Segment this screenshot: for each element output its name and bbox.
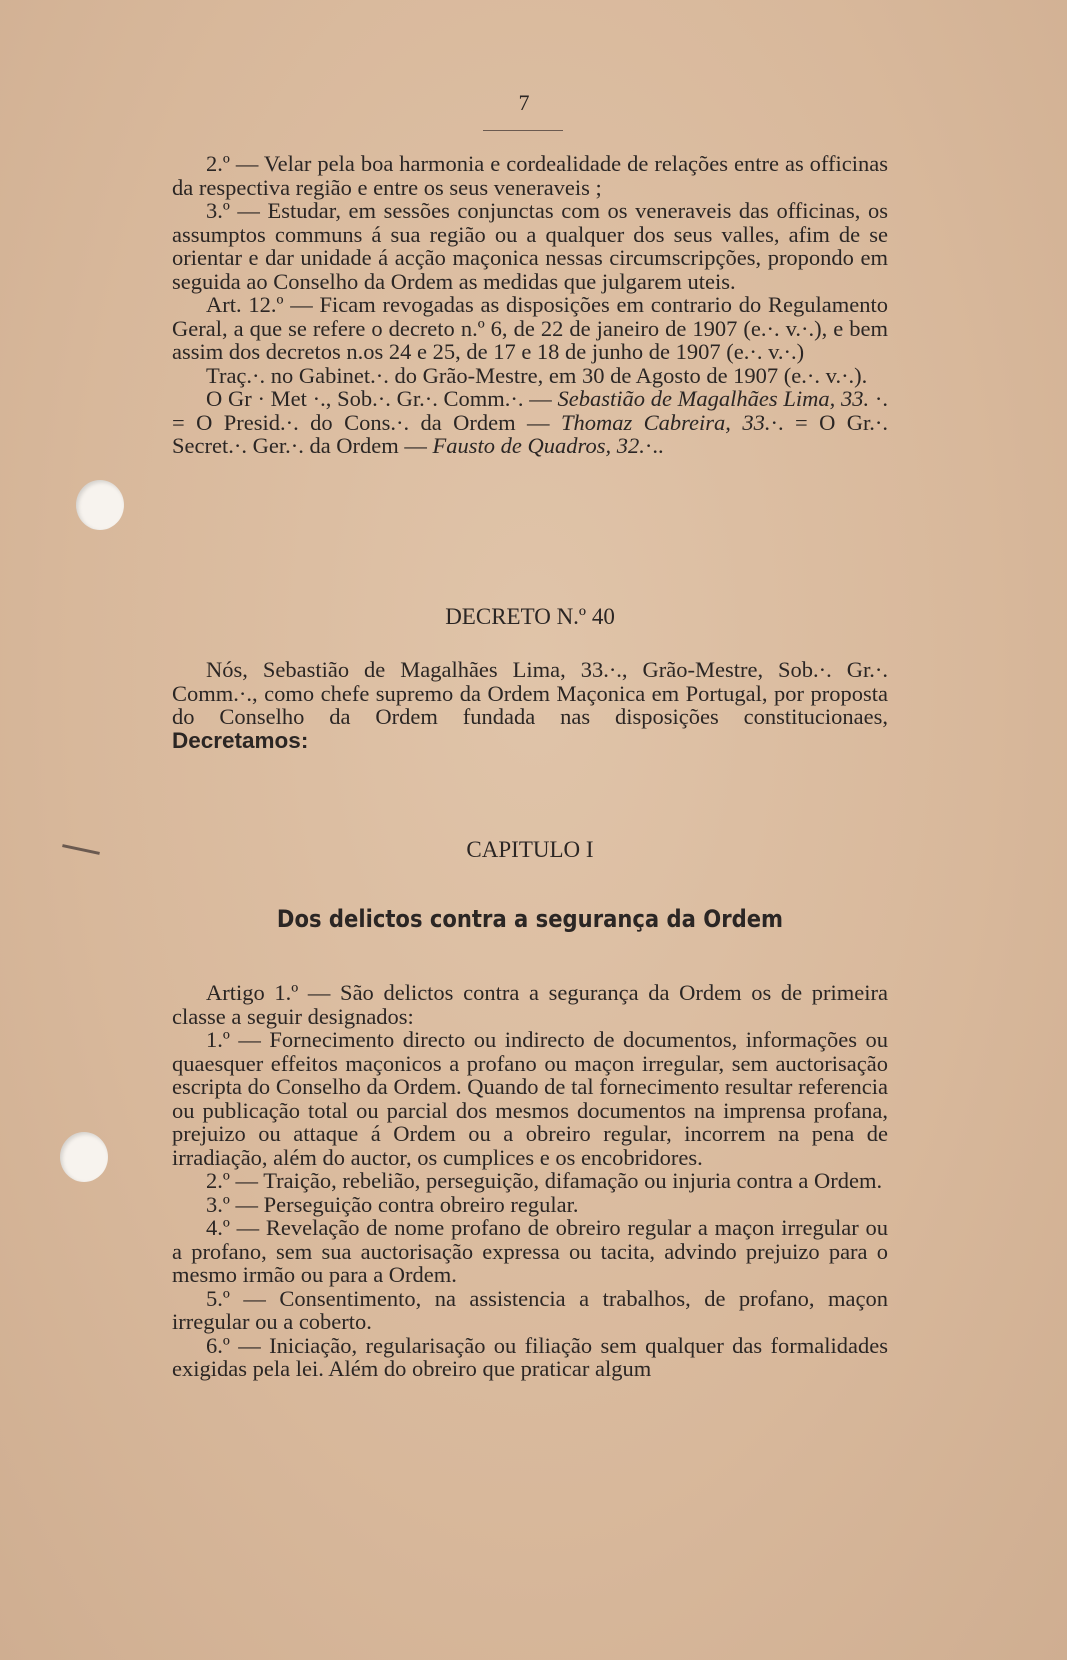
paragraph-traced: Traç.·. no Gabinet.·. do Grão-Mestre, em 30 de Agosto de 1907 (e.·. v.·.). xyxy=(206,362,868,388)
article-item-6: 6.º — Iniciação, regularisação ou filiação sem qualquer das formalidades exigidas pela lei. Além do obreiro que praticar algum xyxy=(172,1332,888,1381)
signature-name-3: Fausto de Quadros, 32. xyxy=(432,433,645,458)
chapter-number: CAPITULO I xyxy=(466,837,594,862)
article-item-2: 2.º — Traição, rebelião, perseguição, difamação ou injuria contra a Ordem. xyxy=(206,1168,883,1193)
signature-lead: O Gr · Met ·., Sob.·. Gr.·. Comm.·. — xyxy=(206,386,558,411)
decreto-title: DECRETO N.º 40 xyxy=(445,604,615,629)
articles-block xyxy=(172,981,888,1381)
article-1: Artigo 1.º — São delictos contra a segurança da Ordem os de primeira classe a seguir designados: xyxy=(172,980,888,1029)
signature-mid-2: ·. = O Gr.·. Secret.·. Ger.·. da Ordem — xyxy=(172,409,888,458)
preamble-block xyxy=(172,658,888,752)
paragraph-item-3: 3.º — Estudar, em sessões conjunctas com os veneraveis das officinas, os assumptos communs á sua região ou a qualquer dos seus valles, afim de se orientar e dar unidade á acção maçonica nessas circumscripções, propondo em seguida ao Conselho da Ordem as medidas que julgarem uteis. xyxy=(172,198,888,294)
page-number-rule xyxy=(483,130,563,131)
page-number: 7 xyxy=(518,90,530,115)
paragraph-art-12: Art. 12.º — Ficam revogadas as disposições em contrario do Regulamento Geral, a que se refere o decreto n.º 6, de 22 de janeiro de 1907 (e.·. v.·.), e bem assim dos decretos n.os 24 e 25, de 17 e 18 de junho de 1907 (e.·. v.·.) xyxy=(172,292,888,364)
article-item-1: 1.º — Fornecimento directo ou indirecto de documentos, informações ou quaesquer effeitos maçonicos a profano ou maçon irregular, sem auctorisação escripta do Conselho da Ordem. Quando de tal fornecimento resultar referencia ou publicação total ou parcial dos mesmos documentos na imprensa profana, prejuizo ou attaque á Ordem ou a obreiro regular, incorrem na pena de irradiação, além do auctor, os cumplices e os encobridores. xyxy=(172,1027,888,1170)
preamble-text: Nós, Sebastião de Magalhães Lima, 33.·., Grão-Mestre, Sob.·. Gr.·. Comm.·., como chefe supremo da Ordem Maçonica em Portugal, por proposta do Conselho da Ordem fundada nas disposições constitucionaes, xyxy=(172,657,888,729)
top-text-block xyxy=(172,152,888,458)
signature-line xyxy=(172,387,888,458)
signature-end: ·.. xyxy=(644,433,664,458)
decretamos-word: Decretamos: xyxy=(172,727,309,753)
article-item-4: 4.º — Revelação de nome profano de obreiro regular a maçon irregular ou a profano, sem sua auctorisação expressa ou tacita, advindo prejuizo para o mesmo irmão ou para a Ordem. xyxy=(172,1215,888,1287)
article-item-5: 5.º — Consentimento, na assistencia a trabalhos, de profano, maçon irregular ou a coberto. xyxy=(172,1285,888,1334)
pencil-mark xyxy=(62,844,100,855)
signature-name-1: Sebastião de Magalhães Lima, 33. xyxy=(557,386,870,411)
paragraph-item-2: 2.º — Velar pela boa harmonia e cordealidade de relações entre as officinas da respectiva região e entre os seus veneraveis ; xyxy=(172,151,888,200)
preamble-paragraph xyxy=(172,658,888,752)
signature-mid-1: ·. = O Presid.·. do Cons.·. da Ordem — xyxy=(172,386,888,435)
article-item-3: 3.º — Perseguição contra obreiro regular. xyxy=(206,1191,579,1217)
signature-name-2: Thomaz Cabreira, 33. xyxy=(560,409,771,435)
binder-hole-top xyxy=(76,480,124,530)
chapter-heading: Dos delictos contra a segurança da Ordem xyxy=(276,905,784,933)
binder-hole-bottom xyxy=(60,1132,108,1182)
